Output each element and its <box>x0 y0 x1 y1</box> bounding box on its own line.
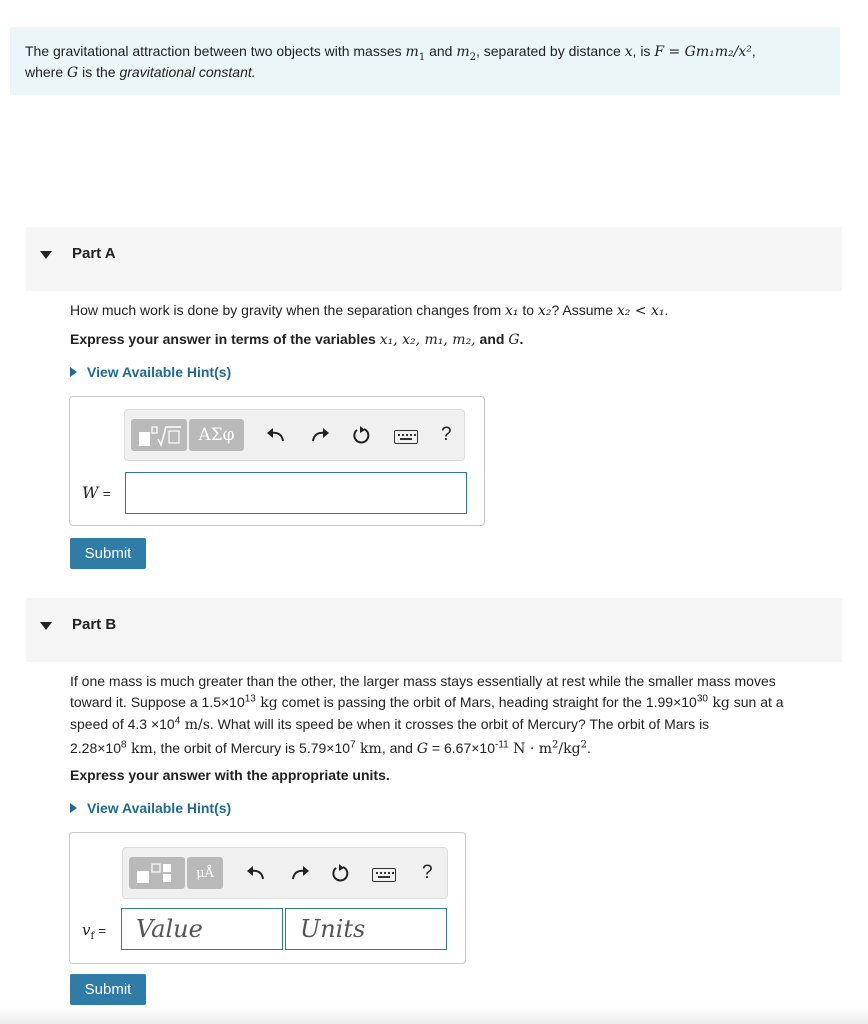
force-formula: F = Gm₁m₂/x² <box>654 44 752 60</box>
part-a-header[interactable] <box>26 227 842 291</box>
units-button[interactable]: μÅ <box>187 857 223 889</box>
help-icon[interactable]: ? <box>422 862 433 883</box>
part-a-answer-box <box>69 396 485 526</box>
part-b-hint-link[interactable]: View Available Hint(s) <box>70 800 231 816</box>
expand-triangle-icon <box>70 803 77 813</box>
reset-icon[interactable] <box>329 862 351 889</box>
intro-line-1: The gravitational attraction between two objects with masses $m_1$ and $m_2$, separated by distance x, is F = Gm₁m₂/x², <box>25 43 756 63</box>
symbols-button[interactable]: ΑΣφ <box>189 419 244 451</box>
part-b-answer-box <box>69 832 466 964</box>
part-a-submit-button[interactable]: Submit <box>70 538 146 569</box>
units-input[interactable] <box>285 908 447 950</box>
part-b-label: Part B <box>72 616 117 633</box>
help-icon[interactable]: ? <box>441 424 452 445</box>
templates-button[interactable] <box>131 419 187 451</box>
part-a-toolbar <box>124 409 465 461</box>
redo-icon[interactable] <box>289 862 311 889</box>
undo-icon[interactable] <box>265 424 287 451</box>
templates-icon <box>129 857 185 889</box>
value-input[interactable] <box>121 908 283 950</box>
intro-panel <box>10 27 840 95</box>
part-b-instruction: Express your answer with the appropriate units. <box>70 767 390 783</box>
reset-icon[interactable] <box>350 424 372 451</box>
expand-triangle-icon <box>70 367 77 377</box>
part-b-header[interactable] <box>26 598 842 662</box>
intro-line-2: where G is the gravitational constant. <box>25 64 256 81</box>
redo-icon[interactable] <box>309 424 331 451</box>
part-a-label: Part A <box>72 245 116 262</box>
collapse-triangle-icon[interactable] <box>40 251 52 259</box>
part-b-toolbar <box>122 847 448 899</box>
collapse-triangle-icon[interactable] <box>40 622 52 630</box>
templates-icon <box>131 419 187 451</box>
undo-icon[interactable] <box>245 862 267 889</box>
value-placeholder: Value <box>136 915 203 943</box>
templates-button[interactable] <box>129 857 185 889</box>
keyboard-icon[interactable] <box>394 430 418 444</box>
bottom-edge <box>0 1006 868 1024</box>
answer-label-vf: $v_f$ = <box>82 921 106 942</box>
answer-label-w: W = <box>82 483 111 502</box>
part-a-hint-link[interactable]: View Available Hint(s) <box>70 364 231 380</box>
units-placeholder: Units <box>300 915 366 943</box>
keyboard-icon[interactable] <box>372 868 396 882</box>
part-b-question: If one mass is much greater than the other, the larger mass stays essentially at rest while the smaller mass moves toward it. Suppose a $1.5\times 10^{13}$ kg comet is passing the orbit of Mars, heading straight for the $1.99\times 10^{30}$ kg sun at a speed of $4.3 \times 10^4$ m/s. What will its speed be when it crosses the orbit of Mercury? The orbit of Mars is $2.28\times 10^8$ km, the orbit of Mercury is $5.79\times 10^7$ km, and $G = 6.67\times 10^{-11}$ $N \cdot m^2/kg^2$. <box>70 673 784 757</box>
part-b-submit-button[interactable]: Submit <box>70 974 146 1005</box>
part-a-question: How much work is done by gravity when the separation changes from x₁ to x₂? Assume x₂ < x₁. <box>70 302 669 319</box>
part-a-instruction: Express your answer in terms of the variables x₁, x₂, m₁, m₂, and G. <box>70 331 524 348</box>
answer-input-w[interactable] <box>125 472 467 514</box>
